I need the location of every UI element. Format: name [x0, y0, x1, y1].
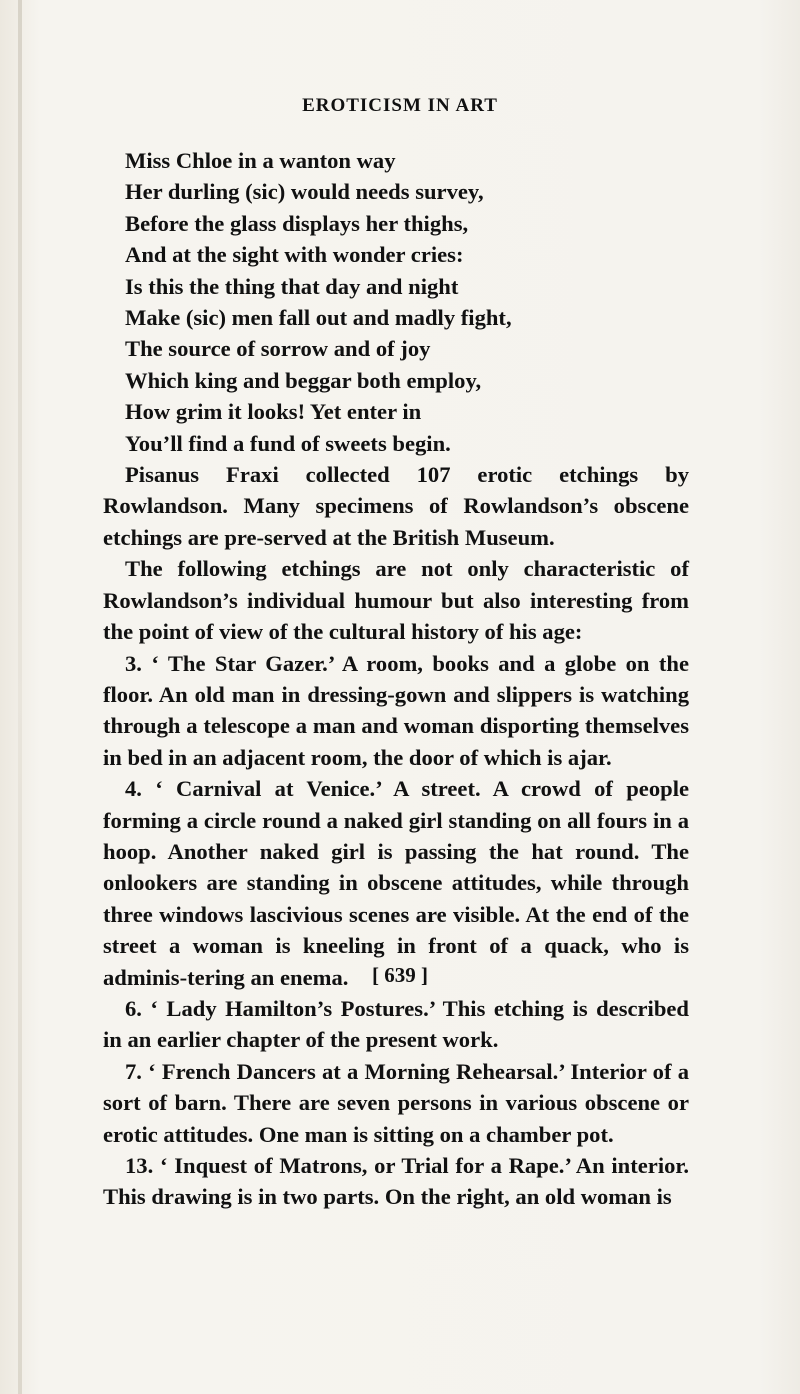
verse-line: Before the glass displays her thighs, [125, 210, 469, 236]
verse-block [125, 145, 689, 459]
paragraph: 13. ‘ Inquest of Matrons, or Trial for a Rape.’ An interior. This drawing is in two parts. On the right, an old woman is [103, 1153, 689, 1210]
paragraph: 7. ‘ French Dancers at a Morning Rehearsal.’ Interior of a sort of barn. There are seven persons in various obscene or erotic attitudes. One man is sitting on a chamber pot. [103, 1058, 689, 1147]
prose-block [103, 459, 689, 1213]
verse-line: Is this the thing that day and night [125, 273, 459, 299]
verse-line: Make (sic) men fall out and madly fight, [125, 305, 512, 331]
running-head: EROTICISM IN ART [302, 95, 498, 116]
verse-line: You’ll find a fund of sweets begin. [125, 430, 451, 456]
verse-line: The source of sorrow and of joy [125, 336, 431, 362]
paragraph: The following etchings are not only characteristic of Rowlandson’s individual humour but also interesting from the point of view of the cultural history of his age: [103, 556, 689, 645]
page-gutter [18, 0, 22, 1394]
verse-line: How grim it looks! Yet enter in [125, 399, 422, 425]
paragraph: 3. ‘ The Star Gazer.’ A room, books and a globe on the floor. An old man in dressing-gown and slippers is watching through a telescope a man and woman disporting themselves in bed in an adjacent room, the door of which is ajar. [103, 650, 689, 770]
verse-line: And at the sight with wonder cries: [125, 242, 464, 268]
verse-line: Her durling (sic) would needs survey, [125, 179, 484, 205]
verse-line: Miss Chloe in a wanton way [125, 148, 396, 173]
paragraph: 4. ‘ Carnival at Venice.’ A street. A crowd of people forming a circle round a naked girl standing on all fours in a hoop. Another naked girl is passing the hat round. The onlookers are standing in obscene attitudes, while through three windows lascivious scenes are visible. At the end of the street a woman is kneeling in front of a quack, who is adminis-tering an enema. [103, 776, 689, 990]
verse-line: Which king and beggar both employ, [125, 367, 482, 393]
page-body [103, 145, 689, 1213]
page-number: [ 639 ] [372, 963, 428, 987]
paragraph: Pisanus Fraxi collected 107 erotic etchings by Rowlandson. Many specimens of Rowlandson’s obscene etchings are pre-served at the British Museum. [103, 462, 689, 550]
paragraph: 6. ‘ Lady Hamilton’s Postures.’ This etching is described in an earlier chapter of the present work. [103, 995, 689, 1053]
